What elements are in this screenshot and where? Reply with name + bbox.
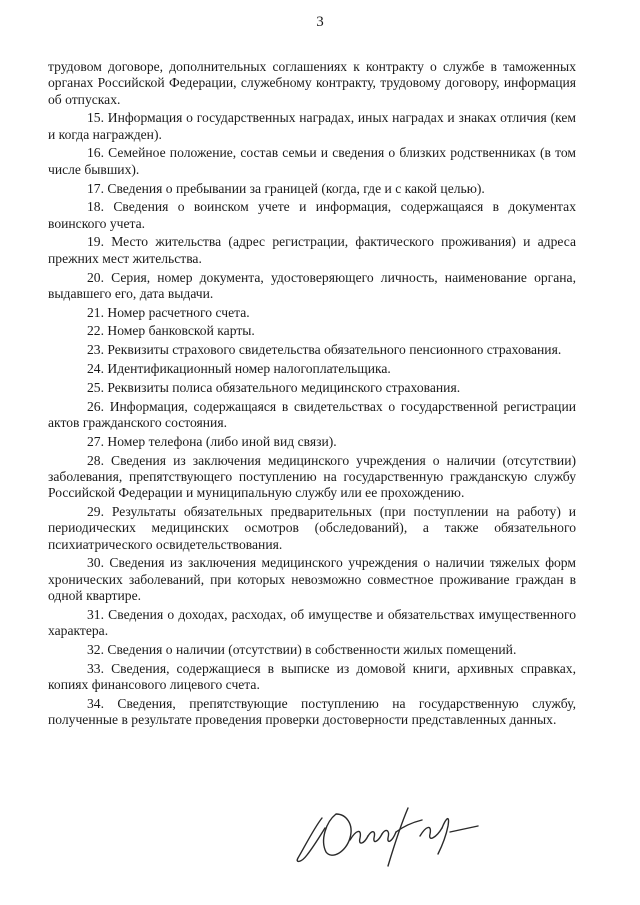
list-item: 20. Серия, номер документа, удостоверяющего личность, наименование органа, выдавшего его, дата выдачи. xyxy=(48,269,576,301)
list-item: 21. Номер расчетного счета. xyxy=(87,304,250,320)
handwritten-signature xyxy=(292,800,482,870)
list-item: 19. Место жительства (адрес регистрации, фактического проживания) и адреса прежних мест жительства. xyxy=(48,234,576,266)
document-body xyxy=(48,59,576,731)
list-item: 32. Сведения о наличии (отсутствии) в собственности жилых помещений. xyxy=(87,641,517,657)
list-item: 29. Результаты обязательных предварительных (при поступлении на работу) и периодических медицинских осмотров (обследований), а также обязательного психиатрического освидетельствования. xyxy=(48,503,576,552)
list-item: 23. Реквизиты страхового свидетельства обязательного пенсионного страхования. xyxy=(87,342,562,358)
paragraph-lead: трудовом договоре, дополнительных соглашениях к контракту о службе в таможенных органах Российской Федерации, служебному контракту, трудовому договору, информация об отпусках. xyxy=(48,59,576,107)
list-item: 18. Сведения о воинском учете и информация, содержащаяся в документах воинского учета. xyxy=(48,199,576,231)
list-item: 34. Сведения, препятствующие поступлению на государственную службу, полученные в результате проведения проверки достоверности представленных данных. xyxy=(48,695,576,727)
list-item: 16. Семейное положение, состав семьи и сведения о близких родственниках (в том числе бывших). xyxy=(48,145,576,177)
list-item: 22. Номер банковской карты. xyxy=(87,323,255,339)
page-number: 3 xyxy=(316,14,324,30)
list-item: 17. Сведения о пребывании за границей (когда, где и с какой целью). xyxy=(87,180,485,196)
list-item: 25. Реквизиты полиса обязательного медицинского страхования. xyxy=(87,379,461,395)
list-item: 24. Идентификационный номер налогоплательщика. xyxy=(87,361,391,377)
list-item: 26. Информация, содержащаяся в свидетельствах о государственной регистрации актов гражданского состояния. xyxy=(48,398,576,430)
list-item: 27. Номер телефона (либо иной вид связи). xyxy=(87,433,337,449)
list-item: 28. Сведения из заключения медицинского учреждения о наличии (отсутствии) заболевания, препятствующего поступлению на государственную гражданскую службу Российской Федерации и муниципальную службу или ее прохождению. xyxy=(48,452,576,501)
list-item: 15. Информация о государственных наградах, иных наградах и знаках отличия (кем и когда награжден). xyxy=(48,110,576,142)
list-item: 30. Сведения из заключения медицинского учреждения о наличии тяжелых форм хронических заболеваний, при которых невозможно совместное проживание граждан в одной квартире. xyxy=(48,555,576,603)
list-item: 33. Сведения, содержащиеся в выписке из домовой книги, архивных справках, копиях финансового лицевого счета. xyxy=(48,660,576,692)
list-item: 31. Сведения о доходах, расходах, об имуществе и обязательствах имущественного характера. xyxy=(48,606,576,638)
